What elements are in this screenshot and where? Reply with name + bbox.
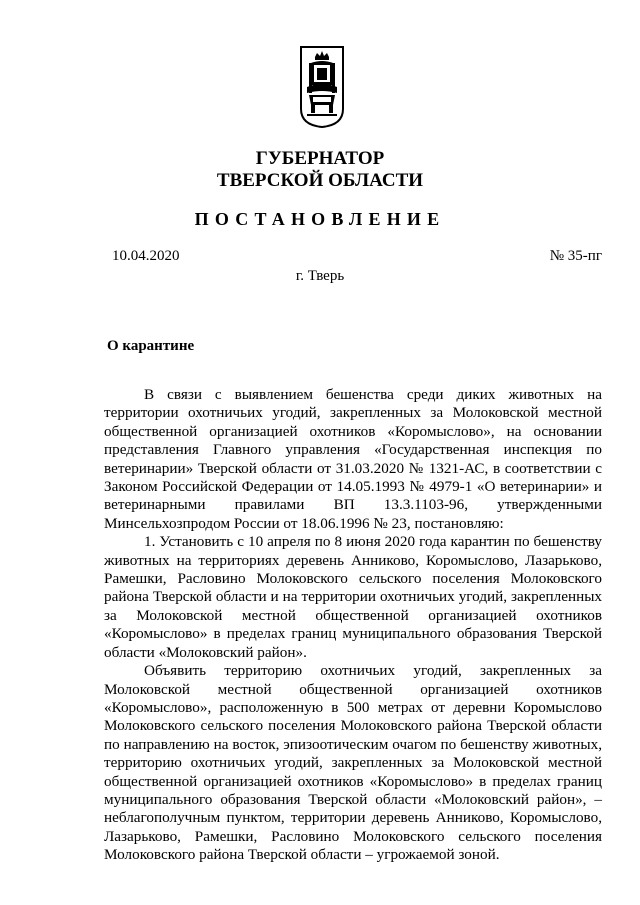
document-number: № 35-пг [549, 248, 602, 264]
paragraph-preamble: В связи с выявлением бешенства среди диких животных на территории охотничьих угодий, закрепленных за Молоковской местной общественной организацией охотников «Коромыслово», на основании представления Главного управления «Государственная инспекция по ветеринарии» Тверской области от 31.03.2020 № 1321-АС, в соответствии с Законом Российской Федерации от 14.05.1993 № 4979-1 «О ветеринарии» и ветеринарными правилами ВП 13.3.1103-96, утвержденными Минсельхозпродом России от 18.06.1996 № 23, постановляю: [104, 386, 602, 532]
issuer-region: ТВЕРСКОЙ ОБЛАСТИ [216, 170, 424, 191]
document-type: ПОСТАНОВЛЕНИЕ [194, 209, 446, 229]
issuer-title: ГУБЕРНАТОР [255, 148, 385, 169]
document-subject: О карантине [107, 338, 195, 354]
paragraph-item-1: 1. Установить с 10 апреля по 8 июня 2020 года карантин по бешенству животных на территориях деревень Анниково, Коромыслово, Лазарьково, Рамешки, Расловино Молоковского сельского поселения Молоковского района Тверской области и на территории охотничьих угодий, закрепленных за Молоковской местной общественной организацией охотников «Коромыслово» в пределах границ муниципального образования Тверской области «Молоковский район». [104, 533, 602, 661]
document-body [104, 386, 602, 865]
tver-coat-of-arms-icon [299, 45, 345, 129]
document-date: 10.04.2020 [112, 248, 180, 264]
document-city: г. Тверь [295, 268, 345, 284]
paragraph-declaration: Объявить территорию охотничьих угодий, закрепленных за Молоковской местной общественной организацией охотников «Коромыслово», расположенную в 500 метрах от деревни Коромыслово Молоковского сельского поселения Молоковского района Тверской области по направлению на восток, эпизоотическим очагом по бешенству животных, территорию охотничьих угодий, закрепленных за Молоковской местной общественной организацией охотников «Коромыслово» в пределах границ муниципального образования Тверской области «Молоковский район», – неблагополучным пунктом, территории деревень Анниково, Коромыслово, Лазарьково, Рамешки, Расловино Молоковского сельского поселения Молоковского района Тверской области – угрожаемой зоной. [104, 662, 602, 864]
